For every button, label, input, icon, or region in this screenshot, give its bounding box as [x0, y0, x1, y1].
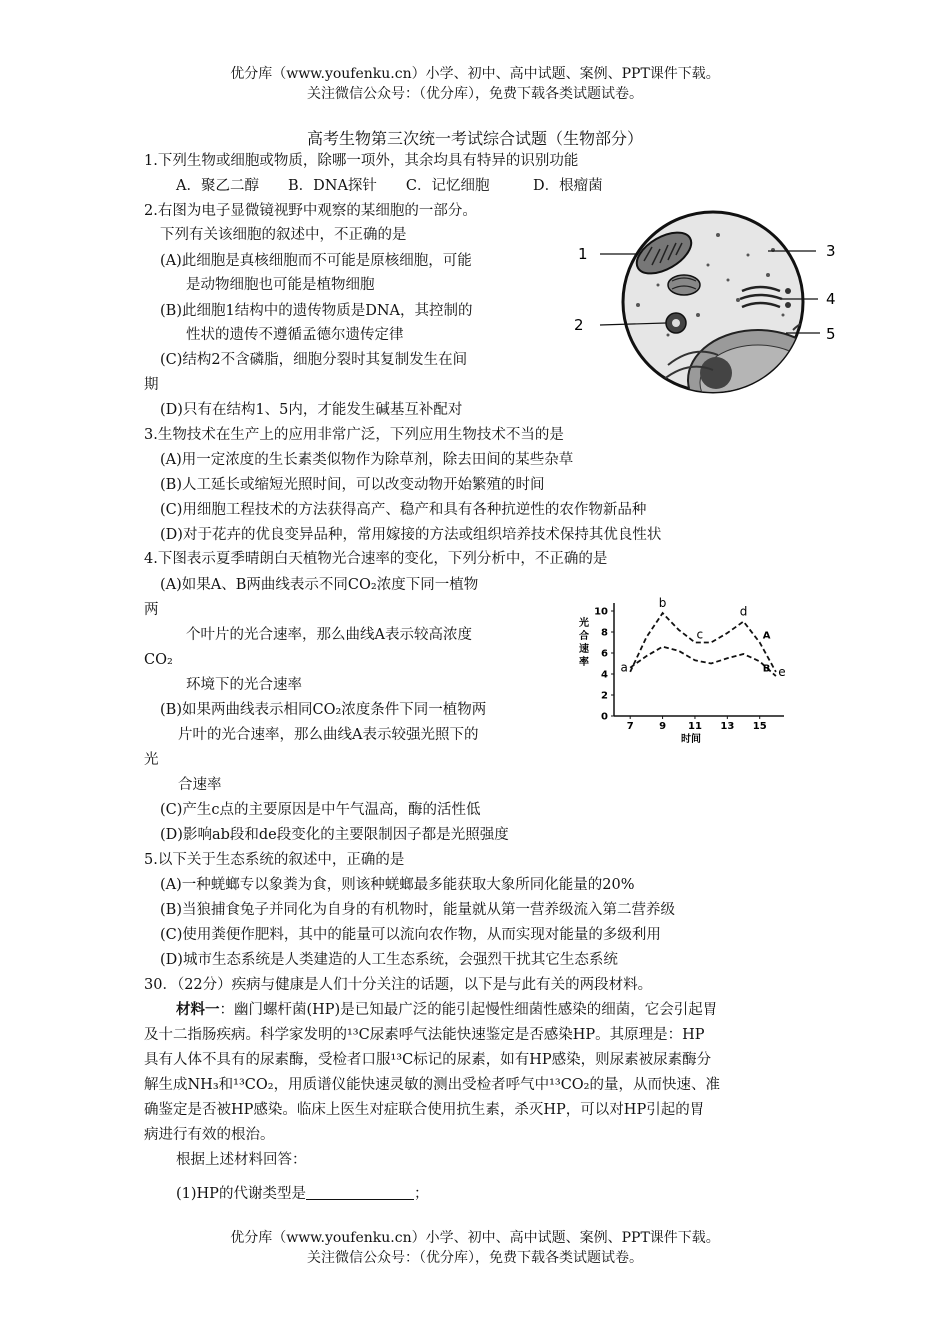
series-A-label: A — [762, 630, 771, 642]
q2-option-a-2: 是动物细胞也可能是植物细胞 — [186, 277, 375, 293]
label-1: 1 — [578, 245, 588, 263]
q2-option-d: (D)只有在结构1、5内，才能发生碱基互补配对 — [160, 402, 463, 418]
q4-option-a-2: 两 — [144, 602, 159, 618]
y-tick-label: 4 — [601, 669, 608, 681]
q5-option-b: (B)当狼捕食兔子并同化为自身的有机物时，能量就从第一营养级流入第二营养级 — [160, 902, 675, 918]
footer-line-1: 优分库（www.youfenku.cn）小学、初中、高中试题、案例、PPT课件下载。 — [230, 1230, 720, 1246]
y-tick-label: 10 — [594, 606, 608, 618]
q3-stem: 3.生物技术在生产上的应用非常广泛，下列应用生物技术不当的是 — [144, 427, 564, 443]
y-axis-label-char: 合 — [579, 631, 589, 642]
q3-option-c: (C)用细胞工程技术的方法获得高产、稳产和具有各种抗逆性的农作物新品种 — [160, 502, 647, 518]
q2-stem-1: 2.右图为电子显微镜视野中观察的某细胞的一部分。 — [144, 203, 477, 219]
q30-paragraph-6: 病进行有效的根治。 — [144, 1127, 275, 1143]
q30-prompt: 根据上述材料回答： — [176, 1152, 307, 1168]
sub1-end: ； — [413, 1186, 429, 1202]
q30-paragraph-2: 及十二指肠疾病。科学家发明的¹³C尿素呼气法能快速鉴定是否感染HP。其原理是：HP — [144, 1027, 705, 1043]
q3-option-d: (D)对于花卉的优良变异品种，常用嫁接的方法或组织培养技术保持其优良性状 — [160, 527, 662, 543]
photosynthesis-rate-chart — [570, 586, 795, 746]
q4-option-a-5: 环境下的光合速率 — [186, 677, 302, 693]
q30-paragraph-3: 具有人体不具有的尿素酶，受检者口服¹³C标记的尿素，如有HP感染，则尿素被尿素酶分 — [144, 1052, 712, 1068]
label-3: 3 — [826, 242, 836, 260]
y-axis-label-char: 光 — [579, 618, 589, 629]
q4-option-b-3: 光 — [144, 752, 159, 768]
q30-paragraph-4: 解生成NH₃和¹³CO₂，用质谱仪能快速灵敏的测出受检者呼气中¹³CO₂的量，从而快速、准 — [144, 1077, 720, 1093]
y-tick-label: 8 — [601, 627, 608, 639]
q4-option-a-3: 个叶片的光合速率，那么曲线A表示较高浓度 — [186, 627, 472, 643]
label-2: 2 — [574, 316, 584, 334]
q4-option-b-1: (B)如果两曲线表示相同CO₂浓度条件下同一植物两 — [160, 702, 487, 718]
answer-blank[interactable] — [306, 1185, 414, 1200]
q1-options: A．聚乙二醇 B．DNA探针 C．记忆细胞 D．根瘤菌 — [176, 178, 603, 194]
q30-paragraph-5: 确鉴定是否被HP感染。临床上医生对症联合使用抗生素，杀灭HP，可以对HP引起的胃 — [144, 1102, 705, 1118]
x-axis-label: 时间 — [681, 734, 701, 745]
q2-option-b-2: 性状的遗传不遵循孟德尔遗传定律 — [186, 327, 404, 343]
header-line-1: 优分库（www.youfenku.cn）小学、初中、高中试题、案例、PPT课件下载。 — [230, 66, 720, 82]
q4-option-a-1: (A)如果A、B两曲线表示不同CO₂浓度下同一植物 — [160, 577, 479, 593]
x-tick-label: 7 — [626, 721, 634, 732]
q30-stem: 30．（22分）疾病与健康是人们十分关注的话题，以下是与此有关的两段材料。 — [144, 977, 653, 993]
y-axis-label-char: 率 — [579, 657, 589, 668]
series-A-line — [630, 613, 776, 675]
y-axis-label-char: 速 — [579, 644, 589, 655]
y-tick-label: 0 — [601, 711, 608, 723]
point-label-a: a — [620, 660, 628, 675]
q2-option-a-1: (A)此细胞是真核细胞而不可能是原核细胞，可能 — [160, 253, 472, 269]
q2-option-b-1: (B)此细胞1结构中的遗传物质是DNA，其控制的 — [160, 303, 473, 319]
q2-option-c-2: 期 — [144, 377, 159, 393]
q3-option-b: (B)人工延长或缩短光照时间，可以改变动物开始繁殖的时间 — [160, 477, 545, 493]
q5-option-c: (C)使用粪便作肥料，其中的能量可以流向农作物，从而实现对能量的多级利用 — [160, 927, 661, 943]
q4-stem: 4.下图表示夏季晴朗白天植物光合速率的变化，下列分析中，不正确的是 — [144, 551, 608, 567]
label-4: 4 — [826, 290, 836, 308]
sub1-text: (1)HP的代谢类型是 — [176, 1186, 306, 1202]
q30-paragraph-1 — [176, 1001, 717, 1019]
series-B-label: B — [762, 663, 771, 675]
point-label-b: b — [658, 596, 667, 611]
point-label-e: e — [778, 664, 786, 679]
x-tick-label: 9 — [659, 721, 667, 732]
point-label-d: d — [739, 604, 748, 619]
point-label-c: c — [696, 627, 704, 642]
q5-option-d: (D)城市生态系统是人类建造的人工生态系统，会强烈干扰其它生态系统 — [160, 952, 618, 968]
q5-option-a: (A)一种蜣螂专以象粪为食，则该种蜣螂最多能获取大象所同化能量的20% — [160, 877, 635, 893]
cell-micrograph-figure — [568, 205, 858, 400]
header-line-2: 关注微信公众号：（优分库），免费下载各类试题试卷。 — [307, 86, 643, 102]
y-tick-label: 6 — [601, 648, 608, 660]
q3-option-a: (A)用一定浓度的生长素类似物作为除草剂，除去田间的某些杂草 — [160, 452, 574, 468]
q4-option-c: (C)产生c点的主要原因是中午气温高，酶的活性低 — [160, 802, 481, 818]
footer-line-2: 关注微信公众号：（优分库），免费下载各类试题试卷。 — [307, 1250, 643, 1266]
q1-stem: 1.下列生物或细胞或物质，除哪一项外，其余均具有特异的识别功能 — [144, 153, 579, 169]
q2-option-c-1: (C)结构2不含磷脂，细胞分裂时其复制发生在间 — [160, 352, 468, 368]
y-tick-label: 2 — [601, 690, 608, 702]
q2-stem-2: 下列有关该细胞的叙述中，不正确的是 — [160, 227, 407, 243]
q5-stem: 5.以下关于生态系统的叙述中，正确的是 — [144, 852, 405, 868]
page-title: 高考生物第三次统一考试综合试题（生物部分） — [306, 129, 643, 148]
q4-option-a-4: CO₂ — [144, 652, 173, 668]
x-tick-label: 15 — [752, 721, 767, 732]
material-label: 材料一 — [176, 1001, 220, 1018]
q4-option-b-4: 合速率 — [178, 777, 222, 793]
q4-option-d: (D)影响ab段和de段变化的主要限制因子都是光照强度 — [160, 827, 509, 843]
q30-p1-text: ：幽门螺杆菌(HP)是已知最广泛的能引起慢性细菌性感染的细菌，它会引起胃 — [219, 1002, 718, 1018]
q30-sub-question-1 — [176, 1185, 428, 1203]
q4-option-b-2: 片叶的光合速率，那么曲线A表示较强光照下的 — [178, 727, 479, 743]
series-B-line — [630, 647, 776, 676]
label-5: 5 — [826, 325, 836, 343]
x-tick-label: 11 — [687, 721, 702, 732]
x-tick-label: 13 — [720, 721, 735, 732]
